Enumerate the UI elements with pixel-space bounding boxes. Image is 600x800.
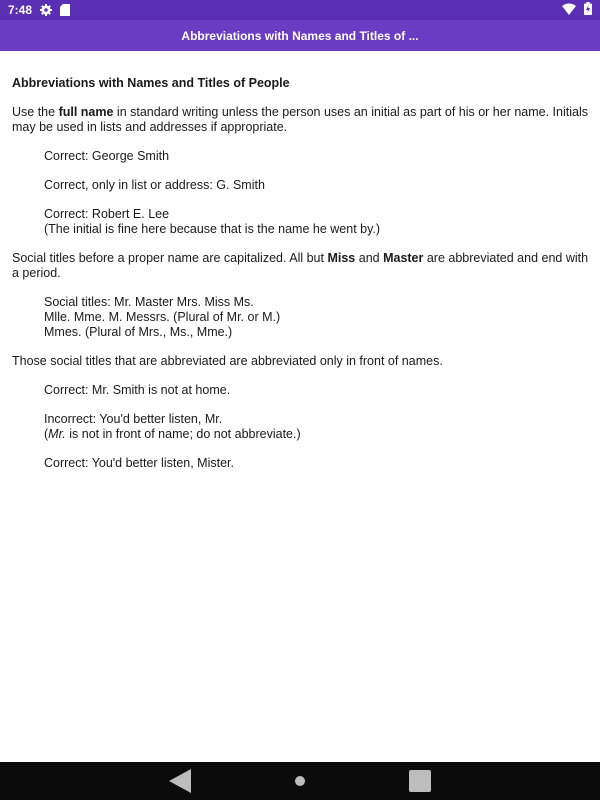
text: Mmes. (Plural of Mrs., Ms., Mme.): [44, 325, 233, 339]
italic-term: Mr.: [48, 427, 66, 441]
paragraph-full-name: [12, 105, 590, 135]
app-bar: [0, 20, 600, 51]
status-bar: [0, 0, 600, 20]
battery-icon: [584, 2, 592, 18]
examples-titles: [44, 295, 590, 340]
bold-term: Master: [383, 251, 424, 265]
section-heading: Abbreviations with Names and Titles of People: [12, 76, 290, 90]
back-icon: [167, 767, 193, 795]
text: (The initial is fine here because that is the name he went by.): [44, 222, 381, 236]
article-content: [12, 76, 590, 485]
text: Social titles: Mr. Master Mrs. Miss Ms.: [44, 295, 254, 309]
bold-term: full name: [58, 105, 114, 119]
text: are abbreviated and end with a period.: [12, 251, 589, 280]
text: and: [355, 251, 384, 265]
navigation-bar: [0, 762, 600, 800]
text: Mlle. Mme. M. Messrs. (Plural of Mr. or M.): [44, 310, 281, 324]
back-button[interactable]: [160, 762, 200, 800]
examples-names: [44, 149, 590, 237]
text: is not in front of name; do not abbreviate.): [65, 427, 301, 441]
gear-icon: [40, 4, 52, 16]
text: (: [44, 427, 49, 441]
example-line: [44, 412, 590, 442]
example-line: Correct: You'd better listen, Mister.: [44, 456, 234, 470]
example-line: [44, 295, 590, 340]
text: Use the: [12, 105, 59, 119]
wifi-icon: [562, 3, 576, 18]
home-icon: [294, 775, 306, 787]
example-line: Correct: Mr. Smith is not at home.: [44, 383, 231, 397]
recents-button[interactable]: [400, 762, 440, 800]
example-line: [44, 207, 590, 237]
status-time: 7:48: [8, 3, 33, 17]
text: Correct: Robert E. Lee: [44, 207, 170, 221]
bold-term: Miss: [327, 251, 356, 265]
home-button[interactable]: [280, 762, 320, 800]
page-title: Abbreviations with Names and Titles of ...: [181, 28, 419, 43]
recents-icon: [408, 769, 432, 793]
sd-card-icon: [60, 4, 70, 16]
example-line: Correct, only in list or address: G. Smith: [44, 178, 265, 192]
examples-usage: [44, 383, 590, 471]
paragraph-abbreviated-titles: Those social titles that are abbreviated are abbreviated only in front of names.: [12, 354, 443, 368]
paragraph-social-titles: [12, 251, 590, 281]
text: in standard writing unless the person uses an initial as part of his or her name. Initials may be used in lists and addresses if appropriate.: [12, 105, 588, 134]
text: Social titles before a proper name are capitalized. All but: [12, 251, 328, 265]
text: Incorrect: You'd better listen, Mr.: [44, 412, 223, 426]
example-line: Correct: George Smith: [44, 149, 170, 163]
